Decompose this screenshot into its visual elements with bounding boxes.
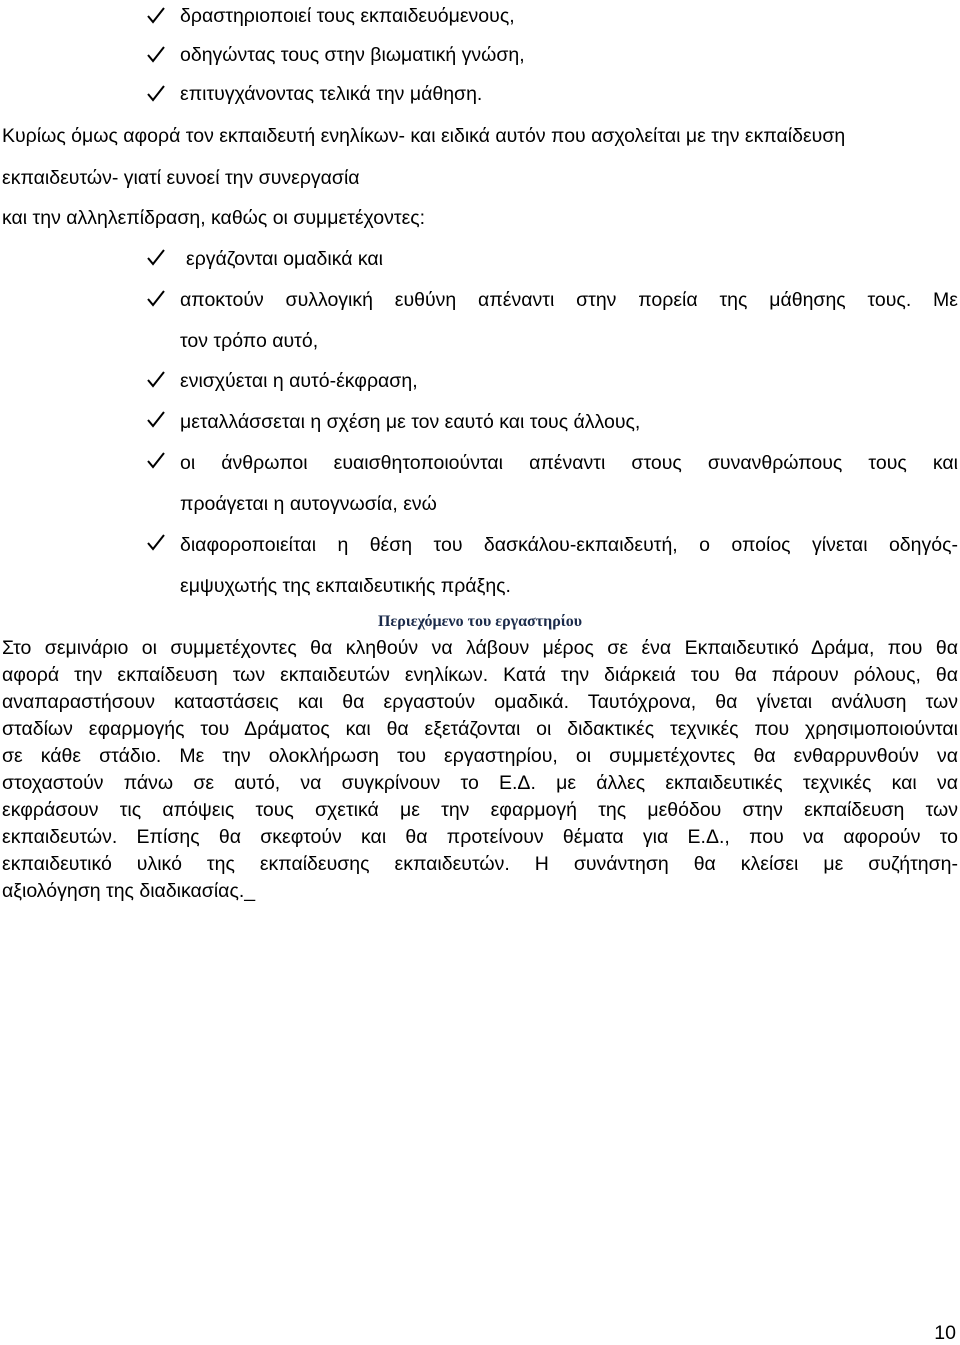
paragraph-line: αναπαραστήσουν καταστάσεις και θα εργαστούν ομαδικά. Ταυτόχρονα, θα γίνεται ανάλυση των xyxy=(2,691,958,713)
paragraph-line: στοχαστούν πάνω σε αυτό, να συγκρίνουν το Ε.Δ. με άλλες εκπαιδευτικές τεχνικές και να xyxy=(2,772,958,794)
checkmark-icon xyxy=(146,248,170,272)
section-heading: Περιεχόμενο του εργαστηρίου xyxy=(377,613,583,630)
page-number: 10 xyxy=(934,1322,956,1344)
bullet-continuation: προάγεται η αυτογνωσία, ενώ xyxy=(180,493,437,515)
intro-line: και την αλληλεπίδραση, καθώς οι συμμετέχοντες: xyxy=(2,207,426,229)
intro-line: εκπαιδευτών- γιατί ευνοεί την συνεργασία xyxy=(2,167,360,189)
bullet-text: διαφοροποιείται η θέση του δασκάλου-εκπαιδευτή, ο οποίος γίνεται οδηγός- xyxy=(180,534,958,556)
paragraph-line: Στο σεμινάριο οι συμμετέχοντες θα κληθούν να λάβουν μέρος σε ένα Εκπαιδευτικό Δράμα, που θα xyxy=(2,637,958,659)
paragraph-line: αξιολόγηση της διαδικασίας._ xyxy=(2,880,256,902)
paragraph-line: εκπαιδευτών. Επίσης θα σκεφτούν και θα προτείνουν θέματα για Ε.Δ., που να αφορούν το xyxy=(2,826,958,848)
bullet-text: ενισχύεται η αυτό-έκφραση, xyxy=(180,370,418,392)
checkmark-icon xyxy=(146,451,170,475)
bullet-text: δραστηριοποιεί τους εκπαιδευόμενους, xyxy=(180,5,515,27)
checkmark-icon xyxy=(146,533,170,557)
paragraph-line: εκφράσουν τις απόψεις τους σχετικά με την εφαρμογή της μεθόδου στην εκπαίδευση των xyxy=(2,799,958,821)
bullet-text: οι άνθρωποι ευαισθητοποιούνται απέναντι στους συνανθρώπους τους και xyxy=(180,452,958,474)
bullet-continuation: εμψυχωτής της εκπαιδευτικής πράξης. xyxy=(180,575,511,597)
intro-line: Κυρίως όμως αφορά τον εκπαιδευτή ενηλίκων- και ειδικά αυτόν που ασχολείται με την εκπαίδευση xyxy=(2,125,846,147)
bullet-continuation: τον τρόπο αυτό, xyxy=(180,330,319,352)
checkmark-icon xyxy=(146,289,170,313)
checkmark-icon xyxy=(146,410,170,434)
checkmark-icon xyxy=(146,45,170,69)
bullet-text: εργάζονται ομαδικά και xyxy=(186,248,384,270)
bullet-text: οδηγώντας τους στην βιωματική γνώση, xyxy=(180,44,525,66)
bullet-text: επιτυγχάνοντας τελικά την μάθηση. xyxy=(180,83,483,105)
checkmark-icon xyxy=(146,6,170,30)
paragraph-line: σε κάθε στάδιο. Με την ολοκλήρωση του εργαστηρίου, οι συμμετέχοντες θα ενθαρρυνθούν να xyxy=(2,745,958,767)
paragraph-line: αφορά την εκπαίδευση των εκπαιδευτών ενηλίκων. Κατά την διάρκειά του θα πάρουν ρόλους, θα xyxy=(2,664,958,686)
paragraph-line: εκπαιδευτικό υλικό της εκπαίδευσης εκπαιδευτών. Η συνάντηση θα κλείσει με συζήτηση- xyxy=(2,853,958,875)
bullet-text: μεταλλάσσεται η σχέση με τον εαυτό και τους άλλους, xyxy=(180,411,641,433)
bullet-text: αποκτούν συλλογική ευθύνη απέναντι στην πορεία της μάθησης τους. Με xyxy=(180,289,958,311)
checkmark-icon xyxy=(146,84,170,108)
checkmark-icon xyxy=(146,370,170,394)
paragraph-line: σταδίων εφαρμογής του Δράματος και θα εξετάζονται οι διδακτικές τεχνικές που χρησιμοποιούνται xyxy=(2,718,958,740)
